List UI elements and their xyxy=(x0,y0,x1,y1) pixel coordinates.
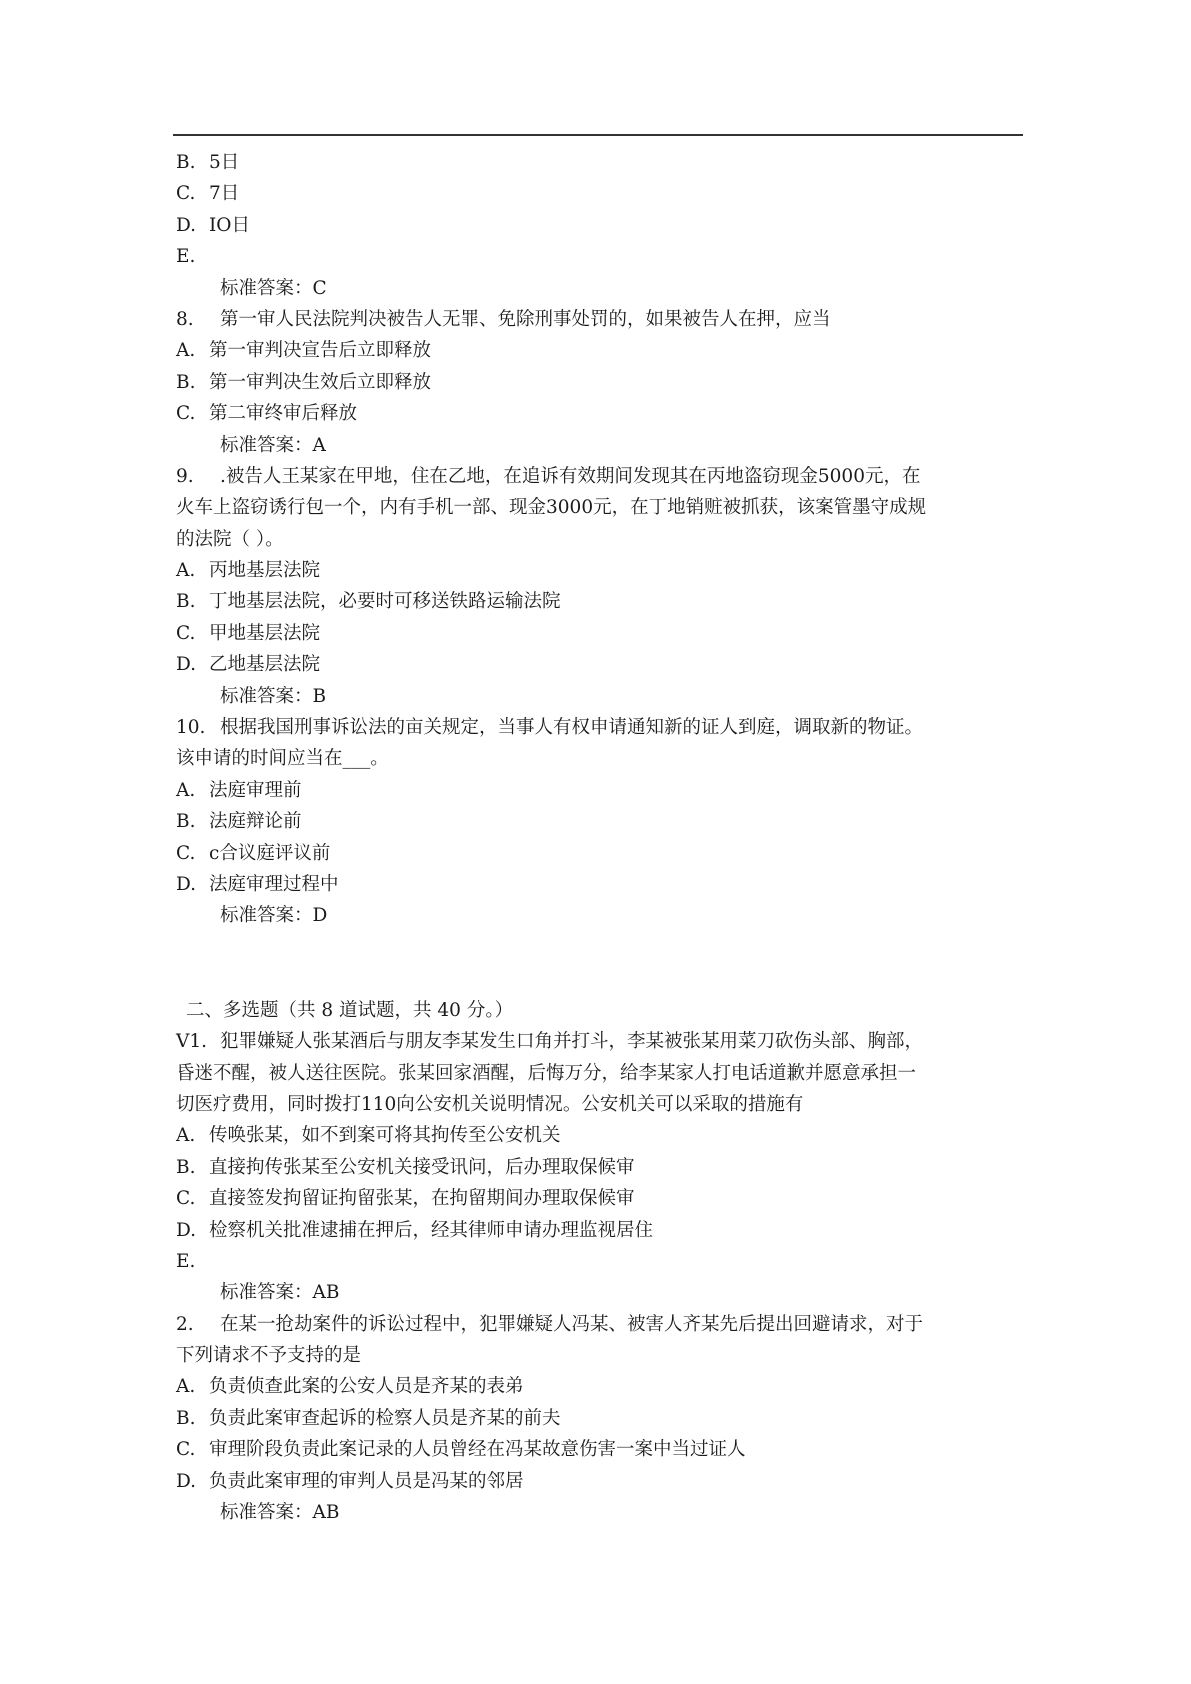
q8-stem: 8. 第一审人民法院判决被告人无罪、免除刑事处罚的，如果被告人在押，应当 xyxy=(176,308,831,330)
q7-answer: 标准答案：C xyxy=(220,277,327,299)
q9-option-a: A. 丙地基层法院 xyxy=(176,560,321,582)
q9-option-b: B. 丁地基层法院，必要时可移送铁路运输法院 xyxy=(176,591,561,613)
q7-option-c: C. 7日 xyxy=(176,183,240,205)
page-content xyxy=(176,147,1026,1528)
q7-option-e: E. xyxy=(176,246,196,268)
m2-answer: 标准答案：AB xyxy=(220,1502,340,1524)
q10-answer: 标准答案：D xyxy=(220,905,328,927)
q7-option-b: B. 5日 xyxy=(176,152,240,173)
m1-option-e: E. xyxy=(176,1250,196,1272)
q10-stem-line-2: 该申请的时间应当在___。 xyxy=(176,748,389,770)
m1-stem-line-2: 昏迷不醒，被人送往医院。张某回家酒醒，后悔万分，给李某家人打电话道歉并愿意承担一 xyxy=(176,1062,917,1084)
q9-option-d: D. 乙地基层法院 xyxy=(176,654,321,676)
q8-option-a: A. 第一审判决宣告后立即释放 xyxy=(176,340,432,362)
q10-option-a: A. 法庭审理前 xyxy=(176,779,302,801)
q7-option-d: D. IO日 xyxy=(176,214,250,236)
section-spacer xyxy=(176,932,1026,995)
m2-stem-line-1: 2. 在某一抢劫案件的诉讼过程中，犯罪嫌疑人冯某、被害人齐某先后提出回避请求，对于 xyxy=(176,1313,924,1335)
m1-option-b: B. 直接拘传张某至公安机关接受讯问，后办理取保候审 xyxy=(176,1156,635,1178)
m1-stem-line-3: 切医疗费用，同时拨打110向公安机关说明情况。公安机关可以采取的措施有 xyxy=(176,1093,804,1115)
m2-stem-line-2: 下列请求不予支持的是 xyxy=(176,1345,362,1367)
m1-answer: 标准答案：AB xyxy=(220,1282,340,1304)
q10-option-c: C. c合议庭评议前 xyxy=(176,842,331,864)
m2-option-c: C. 审理阶段负责此案记录的人员曾经在冯某故意伤害一案中当过证人 xyxy=(176,1439,746,1461)
q10-option-d: D. 法庭审理过程中 xyxy=(176,873,339,895)
q9-stem-line-3: 的法院（ ）。 xyxy=(176,528,284,550)
q8-option-b: B. 第一审判决生效后立即释放 xyxy=(176,371,432,393)
m2-option-d: D. 负责此案审理的审判人员是冯某的邻居 xyxy=(176,1470,524,1492)
m2-option-a: A. 负责侦查此案的公安人员是齐某的表弟 xyxy=(176,1376,524,1398)
m1-option-d: D. 检察机关批准逮捕在押后，经其律师申请办理监视居住 xyxy=(176,1219,654,1241)
q8-option-c: C. 第二审终审后释放 xyxy=(176,403,358,425)
q9-answer: 标准答案：B xyxy=(220,685,327,707)
section-2-title: 二、多选题（共 8 道试题，共 40 分。） xyxy=(186,999,514,1021)
q9-option-c: C. 甲地基层法院 xyxy=(176,622,321,644)
m1-option-a: A. 传唤张某，如不到案可将其拘传至公安机关 xyxy=(176,1125,561,1147)
q10-stem-line-1: 10. 根据我国刑事诉讼法的亩关规定，当事人有权申请通知新的证人到庭，调取新的物证。 xyxy=(176,717,924,739)
m1-stem-line-1: V1. 犯罪嫌疑人张某酒后与朋友李某发生口角并打斗，李某被张某用菜刀砍伤头部、胸部， xyxy=(176,1031,924,1053)
q9-stem-line-2: 火车上盗窃诱行包一个，内有手机一部、现金3000元，在丁地销赃被抓获，该案管墨守成规 xyxy=(176,497,927,519)
q10-option-b: B. 法庭辩论前 xyxy=(176,811,302,833)
q9-stem-line-1: 9. .被告人王某家在甲地，住在乙地，在追诉有效期间发现其在丙地盗窃现金5000元，在 xyxy=(176,465,921,487)
q8-answer: 标准答案：A xyxy=(220,434,326,456)
header-rule xyxy=(173,134,1023,136)
m1-option-c: C. 直接签发拘留证拘留张某，在拘留期间办理取保候审 xyxy=(176,1188,635,1210)
m2-option-b: B. 负责此案审查起诉的检察人员是齐某的前夫 xyxy=(176,1407,561,1429)
